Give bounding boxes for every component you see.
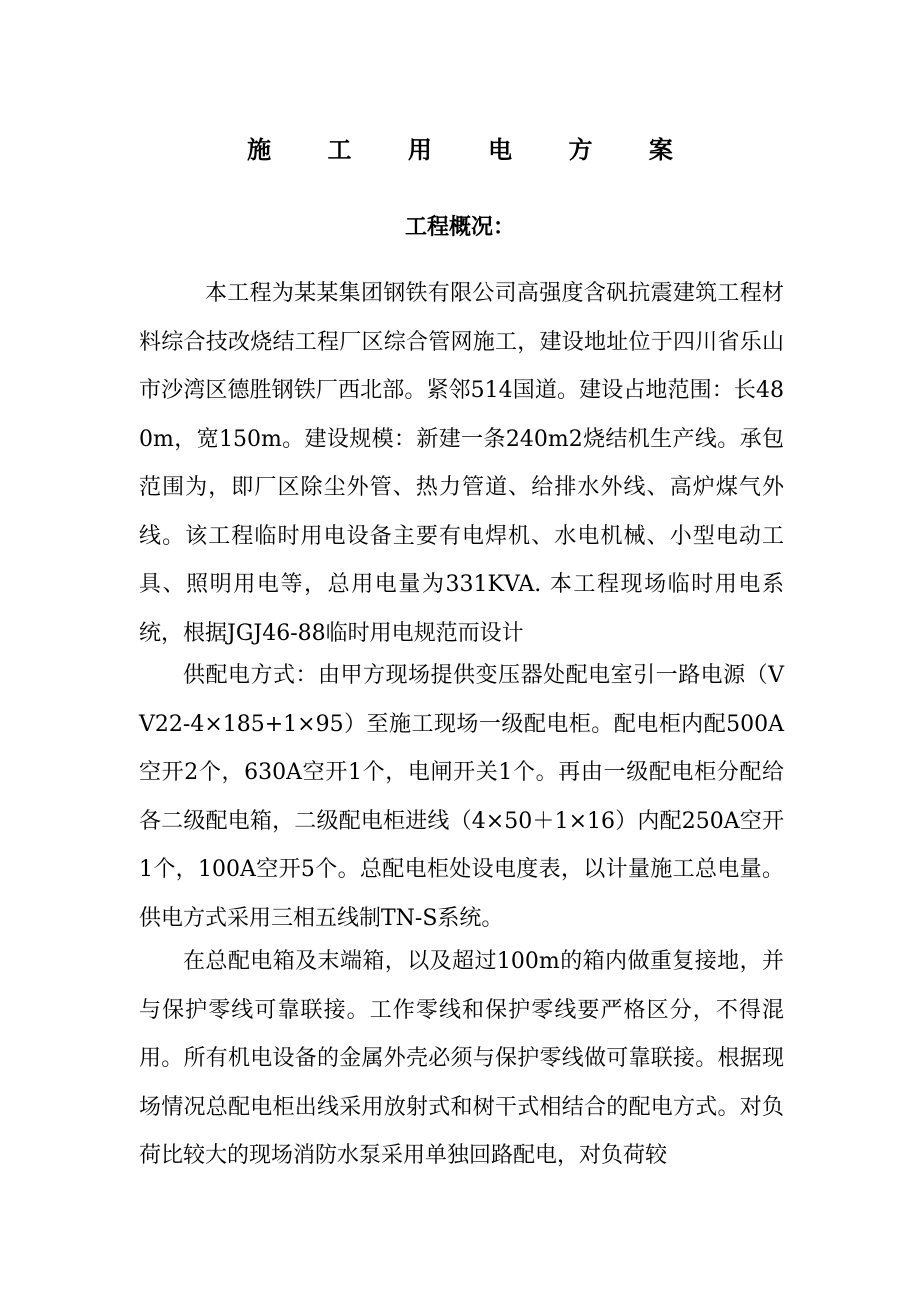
paragraph-project-overview: 本工程为某某集团钢铁有限公司高强度含矾抗震建筑工程材料综合技改烧结工程厂区综合管网施工，建设地址位于四川省乐山市沙湾区德胜钢铁厂西北部。紧邻514国道。建设占地范围：长480m，宽150m。建设规模：新建一条240m2烧结机生产线。承包范围为，即厂区除尘外管、热力管道、给排水外线、高炉煤气外线。该工程临时用电设备主要有电焊机、水电机械、小型电动工具、照明用电等，总用电量为331KVA. 本工程现场临时用电系统，根据JGJ46-88临时用电规范而设计 (139, 281, 784, 646)
paragraph-power-supply-method: 供配电方式：由甲方现场提供变压器处配电室引一路电源（VV22-4×185+1×95）至施工现场一级配电柜。配电柜内配500A空开2个，630A空开1个，电闸开关1个。再由一级配电柜分配给各二级配电箱，二级配电柜进线（4×50＋1×16）内配250A空开1个，100A空开5个。总配电柜处设电度表，以计量施工总电量。供电方式采用三相五线制TN-S系统。 (139, 663, 784, 931)
section-heading-project-overview: 工程概况： (404, 214, 515, 240)
document-title: 施 工 用 电 方 案 (247, 135, 697, 164)
paragraph-grounding: 在总配电箱及末端箱，以及超过100m的箱内做重复接地，并与保护零线可靠联接。工作零线和保护零线要严格区分，不得混用。所有机电设备的金属外壳必须与保护零线做可靠联接。根据现场情况总配电柜出线采用放射式和树干式相结合的配电方式。对负荷比较大的现场消防水泵采用单独回路配电，对负荷较 (139, 949, 784, 1168)
